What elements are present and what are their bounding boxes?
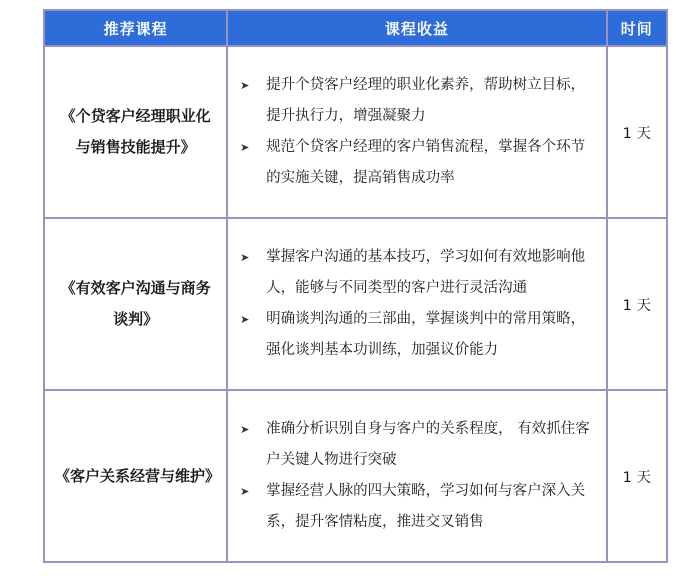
arrow-right-icon: ➤ bbox=[240, 313, 250, 326]
benefit-text: 掌握经营人脉的四大策略，学习如何与客户深入关系，提升客情粘度，推进交叉销售 bbox=[266, 483, 586, 530]
list-item bbox=[240, 414, 595, 476]
benefit-list bbox=[228, 70, 605, 194]
header-benefit: 课程收益 bbox=[227, 10, 606, 46]
benefit-cell bbox=[227, 390, 606, 562]
benefit-text: 掌握客户沟通的基本技巧，学习如何有效地影响他人，能够与不同类型的客户进行灵活沟通 bbox=[266, 249, 586, 296]
arrow-right-icon: ➤ bbox=[240, 141, 250, 154]
course-name: 《客户关系经营与维护》 bbox=[55, 466, 221, 485]
benefit-text: 规范个贷客户经理的客户销售流程，掌握各个环节的实施关键，提高销售成功率 bbox=[266, 139, 586, 186]
course-name: 《有效客户沟通与商务谈判》 bbox=[60, 279, 211, 328]
header-time: 时间 bbox=[607, 10, 667, 46]
benefit-text: 提升个贷客户经理的职业化素养，帮助树立目标，提升执行力，增强凝聚力 bbox=[266, 77, 586, 124]
duration-cell: 1 天 bbox=[607, 390, 667, 562]
benefit-cell bbox=[227, 46, 606, 218]
course-cell bbox=[44, 218, 227, 390]
table-row bbox=[44, 218, 667, 390]
arrow-right-icon: ➤ bbox=[240, 251, 250, 264]
benefit-text: 明确谈判沟通的三部曲，掌握谈判中的常用策略，强化谈判基本功训练，加强议价能力 bbox=[266, 311, 586, 358]
arrow-right-icon: ➤ bbox=[240, 485, 250, 498]
list-item bbox=[240, 70, 595, 132]
duration-cell: 1 天 bbox=[607, 46, 667, 218]
course-name: 《个贷客户经理职业化与销售技能提升》 bbox=[60, 107, 211, 156]
list-item bbox=[240, 132, 595, 194]
list-item bbox=[240, 304, 595, 366]
header-row bbox=[44, 10, 667, 46]
list-item bbox=[240, 242, 595, 304]
benefit-text: 准确分析识别自身与客户的关系程度， 有效抓住客户关键人物进行突破 bbox=[266, 421, 590, 468]
course-table bbox=[43, 9, 668, 563]
arrow-right-icon: ➤ bbox=[240, 79, 250, 92]
course-cell bbox=[44, 46, 227, 218]
course-cell bbox=[44, 390, 227, 562]
list-item bbox=[240, 476, 595, 538]
header-course: 推荐课程 bbox=[44, 10, 227, 46]
table-row bbox=[44, 390, 667, 562]
benefit-cell bbox=[227, 218, 606, 390]
benefit-list bbox=[228, 242, 605, 366]
duration-cell: 1 天 bbox=[607, 218, 667, 390]
arrow-right-icon: ➤ bbox=[240, 423, 250, 436]
benefit-list bbox=[228, 414, 605, 538]
table-row bbox=[44, 46, 667, 218]
